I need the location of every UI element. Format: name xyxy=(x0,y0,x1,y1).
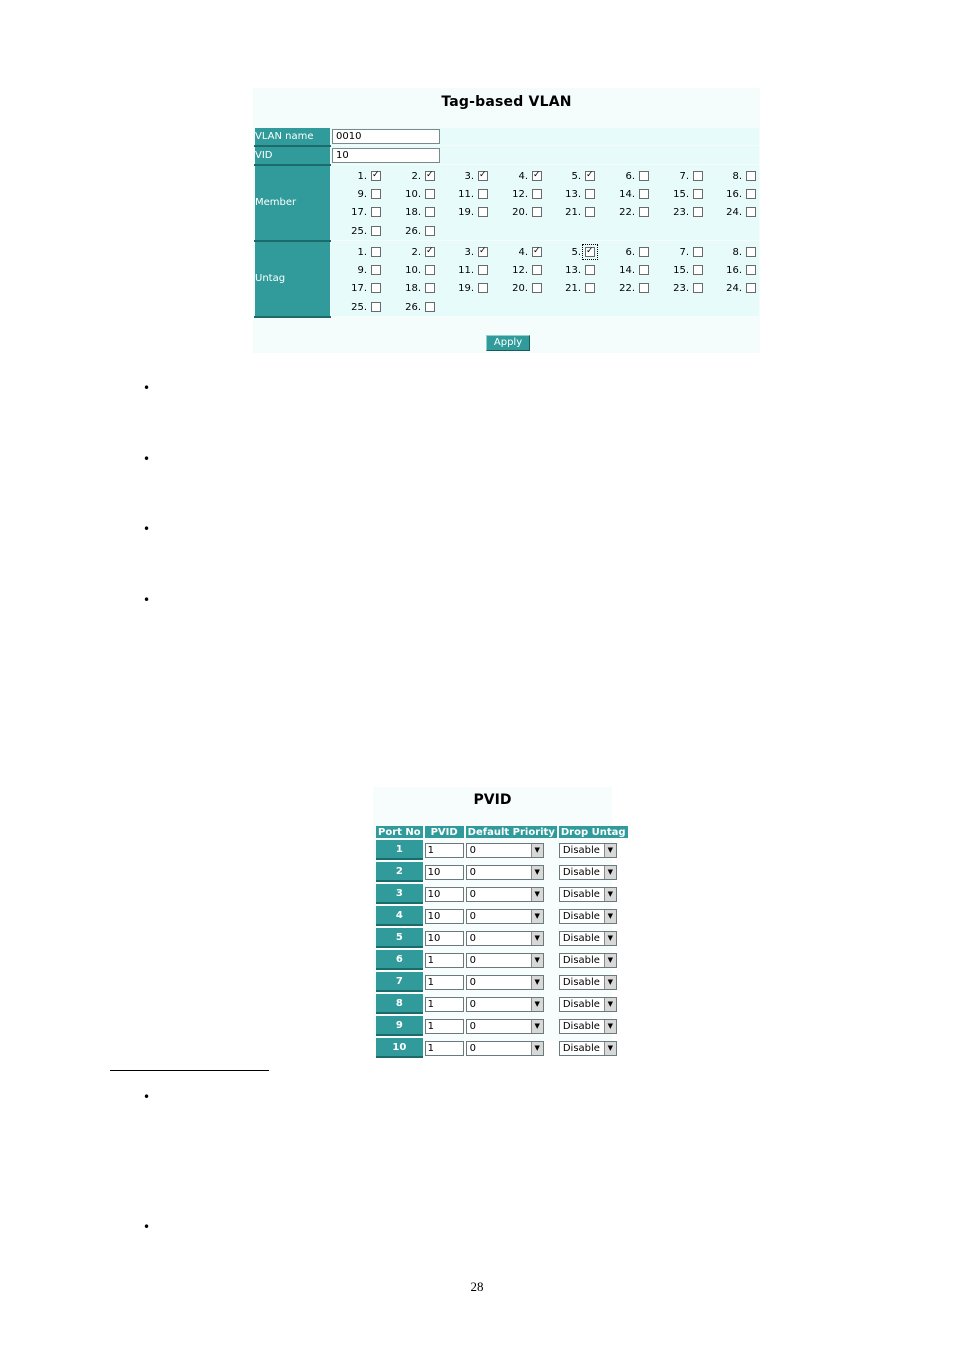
member-port-8 xyxy=(708,167,756,185)
bullet: • xyxy=(143,1090,151,1104)
member-port-number: 14. xyxy=(619,188,635,200)
untag-port-number: 14. xyxy=(619,264,635,276)
member-port-14 xyxy=(601,185,649,203)
untag-port-number: 10. xyxy=(405,264,421,276)
drop-untag-select[interactable] xyxy=(559,909,617,924)
pvid-input[interactable]: 1 xyxy=(425,1019,464,1034)
untag-port-number: 15. xyxy=(673,264,689,276)
chevron-down-icon[interactable]: ▼ xyxy=(604,866,616,879)
default-priority-select[interactable] xyxy=(466,1019,544,1034)
member-port-21-checkbox[interactable] xyxy=(585,207,595,217)
member-port-number: 7. xyxy=(679,170,689,182)
apply-button[interactable]: Apply xyxy=(486,335,530,351)
table-row xyxy=(376,1038,628,1058)
member-port-number: 13. xyxy=(565,188,581,200)
chevron-down-icon[interactable]: ▼ xyxy=(604,844,616,857)
default-priority-value: 0 xyxy=(469,888,477,900)
untag-port-number: 19. xyxy=(458,282,474,294)
untag-port-25-checkbox[interactable] xyxy=(371,302,381,312)
member-port-22-checkbox[interactable] xyxy=(639,207,649,217)
untag-port-number: 23. xyxy=(673,282,689,294)
port-number-cell: 6 xyxy=(376,950,423,970)
member-port-6 xyxy=(601,167,649,185)
untag-port-22-checkbox[interactable] xyxy=(639,283,649,293)
drop-untag-select[interactable] xyxy=(559,1041,617,1056)
drop-untag-select[interactable] xyxy=(559,975,617,990)
untag-port-number: 9. xyxy=(357,264,367,276)
member-port-number: 2. xyxy=(411,170,421,182)
member-port-24-checkbox[interactable] xyxy=(746,207,756,217)
chevron-down-icon[interactable]: ▼ xyxy=(604,1020,616,1033)
vlan-form-table xyxy=(254,127,760,318)
port-number-cell: 4 xyxy=(376,906,423,926)
untag-port-7-checkbox[interactable] xyxy=(693,247,703,257)
member-port-4-checkbox[interactable] xyxy=(532,171,542,181)
drop-untag-select[interactable] xyxy=(559,1019,617,1034)
member-port-number: 11. xyxy=(458,188,474,200)
untag-port-26-checkbox[interactable] xyxy=(425,302,435,312)
member-port-3 xyxy=(440,167,488,185)
untag-port-number: 6. xyxy=(625,246,635,258)
member-port-15 xyxy=(655,185,703,203)
member-port-26 xyxy=(387,222,435,240)
port-number-cell: 5 xyxy=(376,928,423,948)
member-port-number: 21. xyxy=(565,206,581,218)
untag-port-number: 2. xyxy=(411,246,421,258)
port-number-cell: 7 xyxy=(376,972,423,992)
vid-label: VID xyxy=(255,146,331,165)
tag-based-vlan-panel xyxy=(253,88,760,353)
table-row xyxy=(376,972,628,992)
default-priority-value: 0 xyxy=(469,844,477,856)
untag-port-number: 22. xyxy=(619,282,635,294)
drop-untag-value: Disable xyxy=(562,844,600,856)
member-port-9-checkbox[interactable] xyxy=(371,189,381,199)
pvid-input[interactable]: 10 xyxy=(425,909,464,924)
drop-untag-select[interactable] xyxy=(559,865,617,880)
default-priority-value: 0 xyxy=(469,932,477,944)
member-port-number: 20. xyxy=(512,206,528,218)
member-port-number: 4. xyxy=(518,170,528,182)
member-port-13-checkbox[interactable] xyxy=(585,189,595,199)
default-priority-select[interactable] xyxy=(466,953,544,968)
table-row xyxy=(376,950,628,970)
untag-port-25 xyxy=(333,298,381,316)
chevron-down-icon[interactable]: ▼ xyxy=(531,954,543,967)
member-port-number: 15. xyxy=(673,188,689,200)
untag-port-number: 18. xyxy=(405,282,421,294)
untag-port-10-checkbox[interactable] xyxy=(425,265,435,275)
member-port-12-checkbox[interactable] xyxy=(532,189,542,199)
drop-untag-value: Disable xyxy=(562,954,600,966)
untag-port-9 xyxy=(333,261,381,279)
member-port-25 xyxy=(333,222,381,240)
untag-port-18-checkbox[interactable] xyxy=(425,283,435,293)
default-priority-select[interactable] xyxy=(466,997,544,1012)
untag-port-16 xyxy=(708,261,756,279)
chevron-down-icon[interactable]: ▼ xyxy=(531,1042,543,1055)
drop-untag-value: Disable xyxy=(562,866,600,878)
port-number-cell: 3 xyxy=(376,884,423,904)
untag-port-5-checkbox[interactable] xyxy=(585,247,595,257)
drop-untag-value: Disable xyxy=(562,910,600,922)
default-priority-select[interactable] xyxy=(466,887,544,902)
vlan-name-label: VLAN name xyxy=(255,128,331,146)
pvid-table xyxy=(374,824,630,1060)
table-row xyxy=(376,840,628,860)
pvid-header: PVID xyxy=(425,826,464,838)
untag-port-26 xyxy=(387,298,435,316)
member-port-10-checkbox[interactable] xyxy=(425,189,435,199)
default-priority-select[interactable] xyxy=(466,931,544,946)
member-port-22 xyxy=(601,203,649,221)
untag-port-19-checkbox[interactable] xyxy=(478,283,488,293)
member-port-number: 18. xyxy=(405,206,421,218)
untag-port-number: 17. xyxy=(351,282,367,294)
untag-port-2 xyxy=(387,243,435,261)
untag-port-5 xyxy=(547,243,595,261)
pvid-input[interactable]: 10 xyxy=(425,931,464,946)
default-priority-value: 0 xyxy=(469,1042,477,1054)
untag-port-number: 13. xyxy=(565,264,581,276)
default-priority-value: 0 xyxy=(469,976,477,988)
chevron-down-icon[interactable]: ▼ xyxy=(604,910,616,923)
untag-port-number: 26. xyxy=(405,301,421,313)
untag-port-number: 1. xyxy=(357,246,367,258)
drop-untag-header: Drop Untag xyxy=(560,826,626,838)
page-number: 28 xyxy=(470,1279,484,1294)
untag-port-17 xyxy=(333,279,381,297)
chevron-down-icon[interactable]: ▼ xyxy=(604,998,616,1011)
member-port-4 xyxy=(494,167,542,185)
default-priority-value: 0 xyxy=(469,1020,477,1032)
chevron-down-icon[interactable]: ▼ xyxy=(531,932,543,945)
untag-port-17-checkbox[interactable] xyxy=(371,283,381,293)
default-priority-header: Default Priority xyxy=(467,826,555,838)
member-port-26-checkbox[interactable] xyxy=(425,226,435,236)
bullet: • xyxy=(143,1220,151,1234)
untag-port-2-checkbox[interactable] xyxy=(425,247,435,257)
member-port-7-checkbox[interactable] xyxy=(693,171,703,181)
untag-port-number: 24. xyxy=(726,282,742,294)
port-number-cell: 2 xyxy=(376,862,423,882)
untag-port-16-checkbox[interactable] xyxy=(746,265,756,275)
untag-port-12 xyxy=(494,261,542,279)
member-port-number: 8. xyxy=(732,170,742,182)
member-port-17 xyxy=(333,203,381,221)
untag-port-19 xyxy=(440,279,488,297)
untag-port-number: 11. xyxy=(458,264,474,276)
untag-port-22 xyxy=(601,279,649,297)
untag-port-8 xyxy=(708,243,756,261)
member-port-16-checkbox[interactable] xyxy=(746,189,756,199)
untag-port-21 xyxy=(547,279,595,297)
pvid-panel xyxy=(373,787,626,1054)
member-port-11 xyxy=(440,185,488,203)
member-port-20 xyxy=(494,203,542,221)
untag-port-18 xyxy=(387,279,435,297)
drop-untag-value: Disable xyxy=(562,1042,600,1054)
member-port-10 xyxy=(387,185,435,203)
chevron-down-icon[interactable]: ▼ xyxy=(604,976,616,989)
port-number-cell: 8 xyxy=(376,994,423,1014)
member-label: Member xyxy=(255,165,331,241)
member-port-19 xyxy=(440,203,488,221)
untag-port-number: 20. xyxy=(512,282,528,294)
member-port-11-checkbox[interactable] xyxy=(478,189,488,199)
untag-port-24 xyxy=(708,279,756,297)
untag-port-11-checkbox[interactable] xyxy=(478,265,488,275)
pvid-input[interactable]: 1 xyxy=(425,1041,464,1056)
table-row xyxy=(376,994,628,1014)
untag-port-11 xyxy=(440,261,488,279)
chevron-down-icon[interactable]: ▼ xyxy=(604,1042,616,1055)
member-port-18 xyxy=(387,203,435,221)
pvid-table-body xyxy=(376,840,628,1058)
member-port-number: 10. xyxy=(405,188,421,200)
vlan-name-input[interactable]: 0010 xyxy=(332,129,440,144)
member-port-number: 22. xyxy=(619,206,635,218)
member-port-24 xyxy=(708,203,756,221)
untag-port-number: 25. xyxy=(351,301,367,313)
pvid-input[interactable]: 1 xyxy=(425,997,464,1012)
member-port-5-checkbox[interactable] xyxy=(585,171,595,181)
default-priority-select[interactable] xyxy=(466,1041,544,1056)
drop-untag-select[interactable] xyxy=(559,887,617,902)
member-port-3-checkbox[interactable] xyxy=(478,171,488,181)
table-row xyxy=(376,906,628,926)
footnote-divider xyxy=(110,1070,269,1071)
chevron-down-icon[interactable]: ▼ xyxy=(531,1020,543,1033)
drop-untag-select[interactable] xyxy=(559,843,617,858)
bullet: • xyxy=(143,381,151,395)
member-port-12 xyxy=(494,185,542,203)
untag-port-15-checkbox[interactable] xyxy=(693,265,703,275)
untag-port-13-checkbox[interactable] xyxy=(585,265,595,275)
member-port-5 xyxy=(547,167,595,185)
pvid-input[interactable]: 10 xyxy=(425,865,464,880)
vid-input[interactable]: 10 xyxy=(332,148,440,163)
untag-port-9-checkbox[interactable] xyxy=(371,265,381,275)
default-priority-select[interactable] xyxy=(466,865,544,880)
untag-port-number: 5. xyxy=(571,246,581,258)
bullet: • xyxy=(143,593,151,607)
default-priority-select[interactable] xyxy=(466,843,544,858)
member-port-number: 1. xyxy=(357,170,367,182)
member-port-17-checkbox[interactable] xyxy=(371,207,381,217)
untag-port-15 xyxy=(655,261,703,279)
untag-port-4-checkbox[interactable] xyxy=(532,247,542,257)
member-port-number: 12. xyxy=(512,188,528,200)
untag-port-23 xyxy=(655,279,703,297)
member-port-9 xyxy=(333,185,381,203)
untag-port-3-checkbox[interactable] xyxy=(478,247,488,257)
member-port-number: 9. xyxy=(357,188,367,200)
member-port-grid xyxy=(331,165,759,240)
drop-untag-value: Disable xyxy=(562,976,600,988)
member-port-2-checkbox[interactable] xyxy=(425,171,435,181)
untag-port-7 xyxy=(655,243,703,261)
chevron-down-icon[interactable]: ▼ xyxy=(604,954,616,967)
untag-port-14-checkbox[interactable] xyxy=(639,265,649,275)
pvid-input[interactable]: 1 xyxy=(425,975,464,990)
untag-port-number: 12. xyxy=(512,264,528,276)
member-port-1-checkbox[interactable] xyxy=(371,171,381,181)
chevron-down-icon[interactable]: ▼ xyxy=(531,844,543,857)
member-port-number: 26. xyxy=(405,225,421,237)
untag-port-4 xyxy=(494,243,542,261)
chevron-down-icon[interactable]: ▼ xyxy=(531,976,543,989)
member-port-number: 19. xyxy=(458,206,474,218)
member-port-23 xyxy=(655,203,703,221)
drop-untag-select[interactable] xyxy=(559,931,617,946)
untag-port-14 xyxy=(601,261,649,279)
chevron-down-icon[interactable]: ▼ xyxy=(604,888,616,901)
untag-port-13 xyxy=(547,261,595,279)
untag-port-number: 4. xyxy=(518,246,528,258)
untag-port-20-checkbox[interactable] xyxy=(532,283,542,293)
pvid-panel-title: PVID xyxy=(473,792,512,808)
member-port-19-checkbox[interactable] xyxy=(478,207,488,217)
member-port-number: 23. xyxy=(673,206,689,218)
port-number-cell: 10 xyxy=(376,1038,423,1058)
default-priority-value: 0 xyxy=(469,954,477,966)
member-port-number: 17. xyxy=(351,206,367,218)
untag-port-8-checkbox[interactable] xyxy=(746,247,756,257)
untag-port-6 xyxy=(601,243,649,261)
member-port-13 xyxy=(547,185,595,203)
port-no-header: Port No xyxy=(378,826,421,838)
pvid-input[interactable]: 10 xyxy=(425,887,464,902)
chevron-down-icon[interactable]: ▼ xyxy=(531,866,543,879)
member-port-8-checkbox[interactable] xyxy=(746,171,756,181)
bullet: • xyxy=(143,452,151,466)
member-port-1 xyxy=(333,167,381,185)
untag-port-number: 7. xyxy=(679,246,689,258)
untag-port-24-checkbox[interactable] xyxy=(746,283,756,293)
member-port-number: 6. xyxy=(625,170,635,182)
table-row xyxy=(376,928,628,948)
untag-port-20 xyxy=(494,279,542,297)
untag-port-number: 21. xyxy=(565,282,581,294)
default-priority-value: 0 xyxy=(469,998,477,1010)
table-row xyxy=(376,1016,628,1036)
untag-port-number: 3. xyxy=(464,246,474,258)
member-port-20-checkbox[interactable] xyxy=(532,207,542,217)
untag-label: Untag xyxy=(255,241,331,317)
member-port-18-checkbox[interactable] xyxy=(425,207,435,217)
untag-port-number: 16. xyxy=(726,264,742,276)
member-port-15-checkbox[interactable] xyxy=(693,189,703,199)
vlan-panel-title: Tag-based VLAN xyxy=(441,94,572,110)
member-port-number: 25. xyxy=(351,225,367,237)
default-priority-value: 0 xyxy=(469,910,477,922)
member-port-21 xyxy=(547,203,595,221)
untag-port-12-checkbox[interactable] xyxy=(532,265,542,275)
member-port-number: 24. xyxy=(726,206,742,218)
chevron-down-icon[interactable]: ▼ xyxy=(531,998,543,1011)
member-port-2 xyxy=(387,167,435,185)
untag-port-21-checkbox[interactable] xyxy=(585,283,595,293)
untag-port-grid xyxy=(331,241,759,316)
chevron-down-icon[interactable]: ▼ xyxy=(531,910,543,923)
member-port-16 xyxy=(708,185,756,203)
default-priority-value: 0 xyxy=(469,866,477,878)
member-port-25-checkbox[interactable] xyxy=(371,226,381,236)
member-port-number: 16. xyxy=(726,188,742,200)
port-number-cell: 9 xyxy=(376,1016,423,1036)
untag-port-3 xyxy=(440,243,488,261)
table-row xyxy=(376,862,628,882)
member-port-23-checkbox[interactable] xyxy=(693,207,703,217)
drop-untag-value: Disable xyxy=(562,1020,600,1032)
untag-port-number: 8. xyxy=(732,246,742,258)
table-row xyxy=(376,884,628,904)
port-number-cell: 1 xyxy=(376,840,423,860)
default-priority-select[interactable] xyxy=(466,909,544,924)
member-port-number: 5. xyxy=(571,170,581,182)
member-port-7 xyxy=(655,167,703,185)
chevron-down-icon[interactable]: ▼ xyxy=(604,932,616,945)
chevron-down-icon[interactable]: ▼ xyxy=(531,888,543,901)
member-port-number: 3. xyxy=(464,170,474,182)
drop-untag-select[interactable] xyxy=(559,953,617,968)
drop-untag-select[interactable] xyxy=(559,997,617,1012)
untag-port-6-checkbox[interactable] xyxy=(639,247,649,257)
untag-port-10 xyxy=(387,261,435,279)
untag-port-1-checkbox[interactable] xyxy=(371,247,381,257)
drop-untag-value: Disable xyxy=(562,998,600,1010)
bullet: • xyxy=(143,522,151,536)
pvid-input[interactable]: 1 xyxy=(425,953,464,968)
drop-untag-value: Disable xyxy=(562,888,600,900)
default-priority-select[interactable] xyxy=(466,975,544,990)
pvid-input[interactable]: 1 xyxy=(425,843,464,858)
drop-untag-value: Disable xyxy=(562,932,600,944)
untag-port-23-checkbox[interactable] xyxy=(693,283,703,293)
member-port-6-checkbox[interactable] xyxy=(639,171,649,181)
member-port-14-checkbox[interactable] xyxy=(639,189,649,199)
untag-port-1 xyxy=(333,243,381,261)
